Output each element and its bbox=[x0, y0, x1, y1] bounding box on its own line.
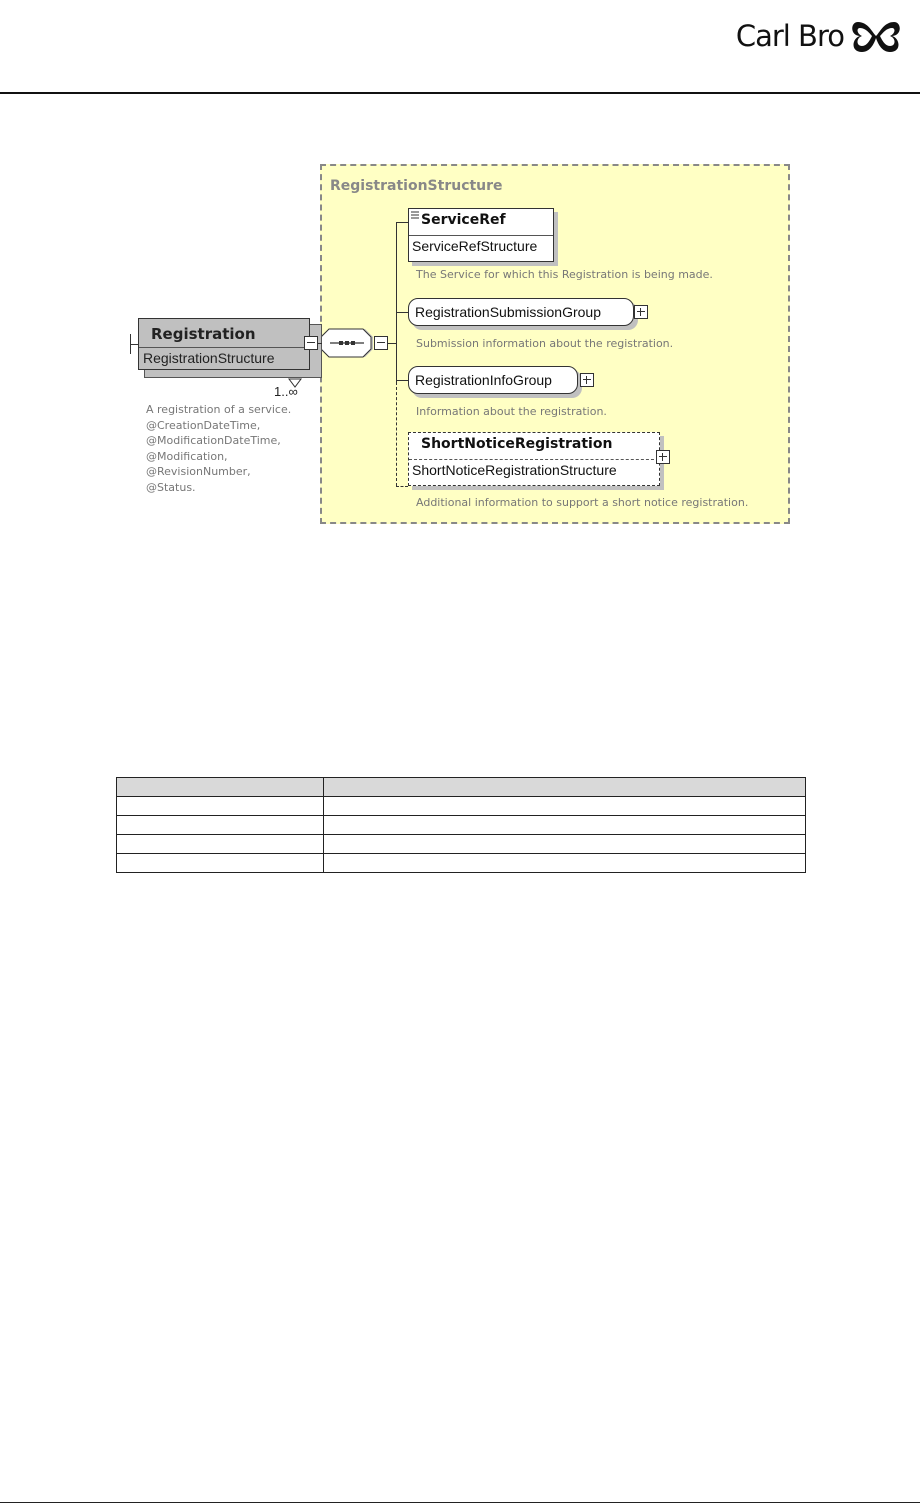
logo-text: Carl Bro bbox=[735, 19, 844, 53]
schema-diagram bbox=[130, 160, 800, 530]
footer-divider bbox=[0, 1502, 920, 1503]
element-divider bbox=[409, 459, 659, 460]
root-element-name: Registration bbox=[151, 325, 256, 343]
expand-submission-group-icon[interactable] bbox=[634, 305, 648, 319]
element-type: ServiceRefStructure bbox=[412, 238, 538, 254]
table-row bbox=[117, 854, 806, 873]
sequence-to-trunk-line bbox=[388, 343, 396, 344]
table-cell bbox=[324, 816, 806, 835]
group-registration-submission[interactable] bbox=[408, 298, 634, 326]
table-cell bbox=[324, 835, 806, 854]
header-divider bbox=[0, 92, 920, 94]
table-cell bbox=[117, 854, 324, 873]
tree-trunk-optional-line bbox=[396, 382, 397, 486]
structure-title: RegistrationStructure bbox=[330, 178, 503, 194]
attribute-table bbox=[116, 777, 806, 873]
logo-knot-icon bbox=[848, 14, 904, 58]
root-collapse-icon[interactable] bbox=[304, 336, 318, 350]
group-registration-info[interactable] bbox=[408, 366, 578, 394]
root-element-divider bbox=[139, 347, 309, 348]
element-name: ServiceRef bbox=[421, 212, 506, 228]
root-description: A registration of a service. @CreationDateTime, @ModificationDateTime, @Modification, @RevisionNumber, @Status. bbox=[146, 403, 292, 494]
table-cell bbox=[324, 854, 806, 873]
branch-line-shortnotice bbox=[396, 486, 408, 487]
branch-line-info-group bbox=[396, 380, 408, 381]
tree-trunk-line bbox=[396, 222, 397, 382]
element-description: Additional information to support a short notice registration. bbox=[416, 496, 749, 509]
element-type: ShortNoticeRegistrationStructure bbox=[412, 462, 617, 478]
annotation-lines-icon bbox=[411, 211, 419, 219]
element-serviceref[interactable] bbox=[408, 208, 554, 262]
branch-line-submission-group bbox=[396, 312, 408, 313]
sequence-compositor-icon[interactable] bbox=[322, 328, 374, 358]
table-row bbox=[117, 816, 806, 835]
branch-line-serviceref bbox=[396, 222, 408, 223]
expand-shortnotice-icon[interactable] bbox=[656, 450, 670, 464]
table-cell bbox=[117, 816, 324, 835]
expand-info-group-icon[interactable] bbox=[580, 373, 594, 387]
group-description: Information about the registration. bbox=[416, 405, 607, 418]
group-label: RegistrationInfoGroup bbox=[415, 372, 552, 388]
table-row bbox=[117, 797, 806, 816]
element-name: ShortNoticeRegistration bbox=[421, 436, 613, 452]
root-element-type: RegistrationStructure bbox=[143, 350, 275, 366]
table-cell bbox=[324, 797, 806, 816]
table-row bbox=[117, 835, 806, 854]
root-multiplicity: 1..∞ bbox=[274, 384, 298, 399]
table-cell bbox=[117, 797, 324, 816]
group-label: RegistrationSubmissionGroup bbox=[415, 304, 601, 320]
table-cell bbox=[117, 835, 324, 854]
table-header-cell bbox=[324, 778, 806, 797]
table-header-row bbox=[117, 778, 806, 797]
sequence-collapse-icon[interactable] bbox=[374, 336, 388, 350]
group-description: Submission information about the registration. bbox=[416, 337, 674, 350]
table-header-cell bbox=[117, 778, 324, 797]
element-divider bbox=[409, 235, 553, 236]
root-element-registration[interactable] bbox=[138, 318, 310, 370]
company-logo bbox=[736, 14, 904, 58]
element-description: The Service for which this Registration is being made. bbox=[416, 268, 713, 281]
element-shortnotice-registration[interactable] bbox=[408, 432, 660, 486]
